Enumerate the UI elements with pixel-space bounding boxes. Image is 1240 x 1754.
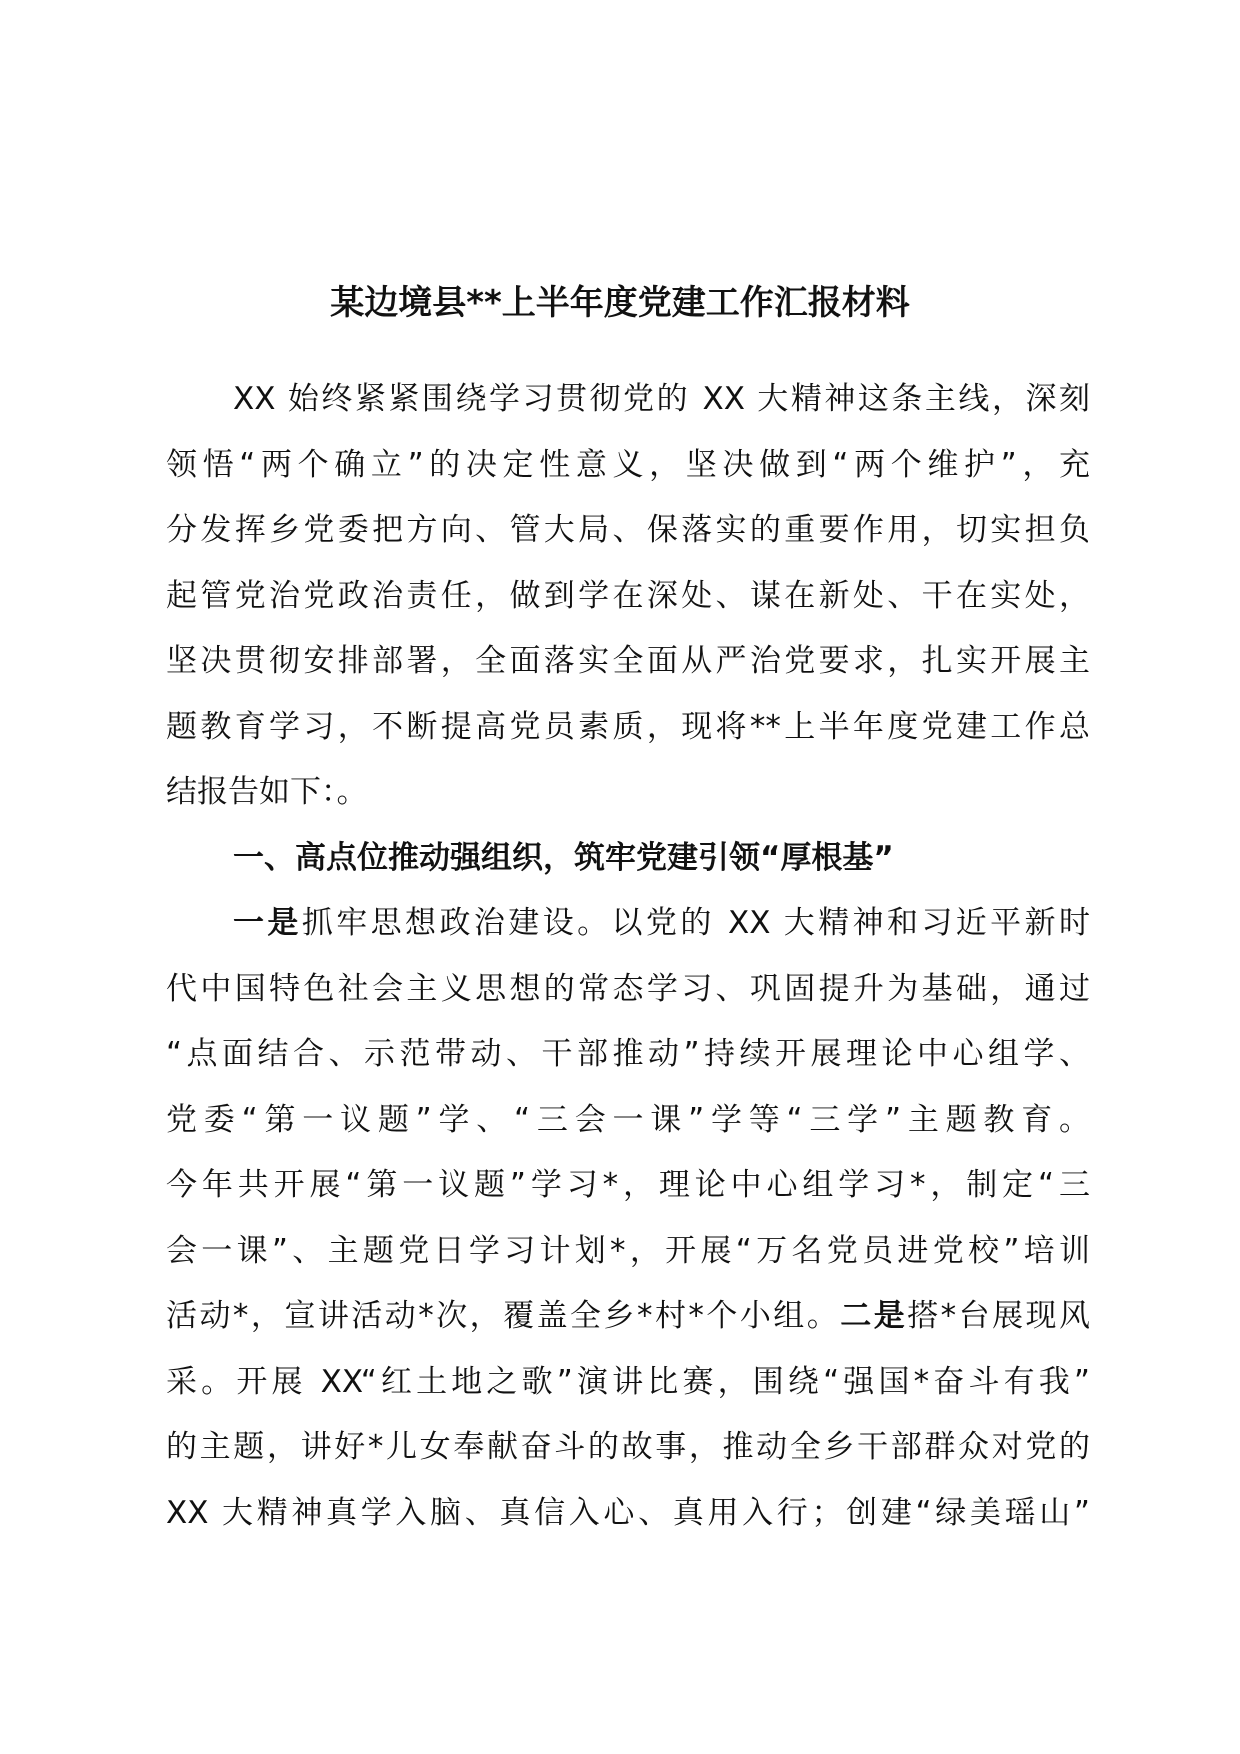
text-segment: 活动*，宣讲活动*次，覆盖全乡*村*个小组。 [166,1298,841,1334]
paragraph-line [166,1162,1090,1208]
text-segment: 结报告如下：。 [166,774,368,810]
paragraph-line [166,966,1090,1012]
text-segment: 领悟“两个确立”的决定性意义，坚决做到“两个维护”，充 [166,447,1090,483]
text-segment: 的主题，讲好*儿女奉献奋斗的故事，推动全乡干部群众对党的 [166,1429,1090,1465]
text-segment: “点面结合、示范带动、干部推动”持续开展理论中心组学、 [166,1036,1090,1072]
text-segment: XX 始终紧紧围绕学习贯彻党的 XX 大精神这条主线，深刻 [233,381,1090,417]
text-segment: 题教育学习，不断提高党员素质，现将**上半年度党建工作总 [166,709,1090,745]
text-segment: 坚决贯彻安排部署，全面落实全面从严治党要求，扎实开展主 [166,643,1090,679]
paragraph-line [166,704,1090,750]
text-segment: 起管党治党政治责任，做到学在深处、谋在新处、干在实处， [166,578,1090,614]
text-segment: 分发挥乡党委把方向、管大局、保落实的重要作用，切实担负 [166,512,1090,548]
paragraph-line [166,638,1090,684]
paragraph-line [166,769,1090,815]
text-segment: 代中国特色社会主义思想的常态学习、巩固提升为基础，通过 [166,971,1090,1007]
bold-lead-text: 二是 [840,1298,908,1334]
text-segment: XX 大精神真学入脑、真信入心、真用入行；创建“绿美瑶山” [166,1495,1090,1531]
paragraph-line [166,1490,1090,1536]
document-title: 某边境县**上半年度党建工作汇报材料 [330,283,910,323]
text-segment: 搭*台展现风 [907,1298,1091,1334]
paragraph-line [166,442,1090,488]
paragraph-line [166,573,1090,619]
paragraph-line [166,1228,1090,1274]
paragraph-line [166,1031,1090,1077]
paragraph-line [166,507,1090,553]
text-segment: 一、高点位推动强组织，筑牢党建引领“厚根基” [233,840,894,876]
paragraph-line [166,1424,1090,1470]
text-segment: 采。开展 XX“红土地之歌”演讲比赛，围绕“强国*奋斗有我” [166,1364,1090,1400]
section-heading [233,835,1090,881]
text-segment: 今年共开展“第一议题”学习*，理论中心组学习*，制定“三 [166,1167,1090,1203]
paragraph-line [166,1097,1090,1143]
paragraph-line [166,1293,1090,1339]
paragraph-line [166,1359,1090,1405]
text-segment: 会一课”、主题党日学习计划*，开展“万名党员进党校”培训 [166,1233,1090,1269]
text-segment: 抓牢思想政治建设。以党的 XX 大精神和习近平新时 [301,905,1091,941]
bold-lead-text: 一是 [233,905,302,941]
paragraph-line [233,376,1090,422]
text-segment: 党委“第一议题”学、“三会一课”学等“三学”主题教育。 [166,1102,1090,1138]
paragraph-line [233,900,1090,946]
